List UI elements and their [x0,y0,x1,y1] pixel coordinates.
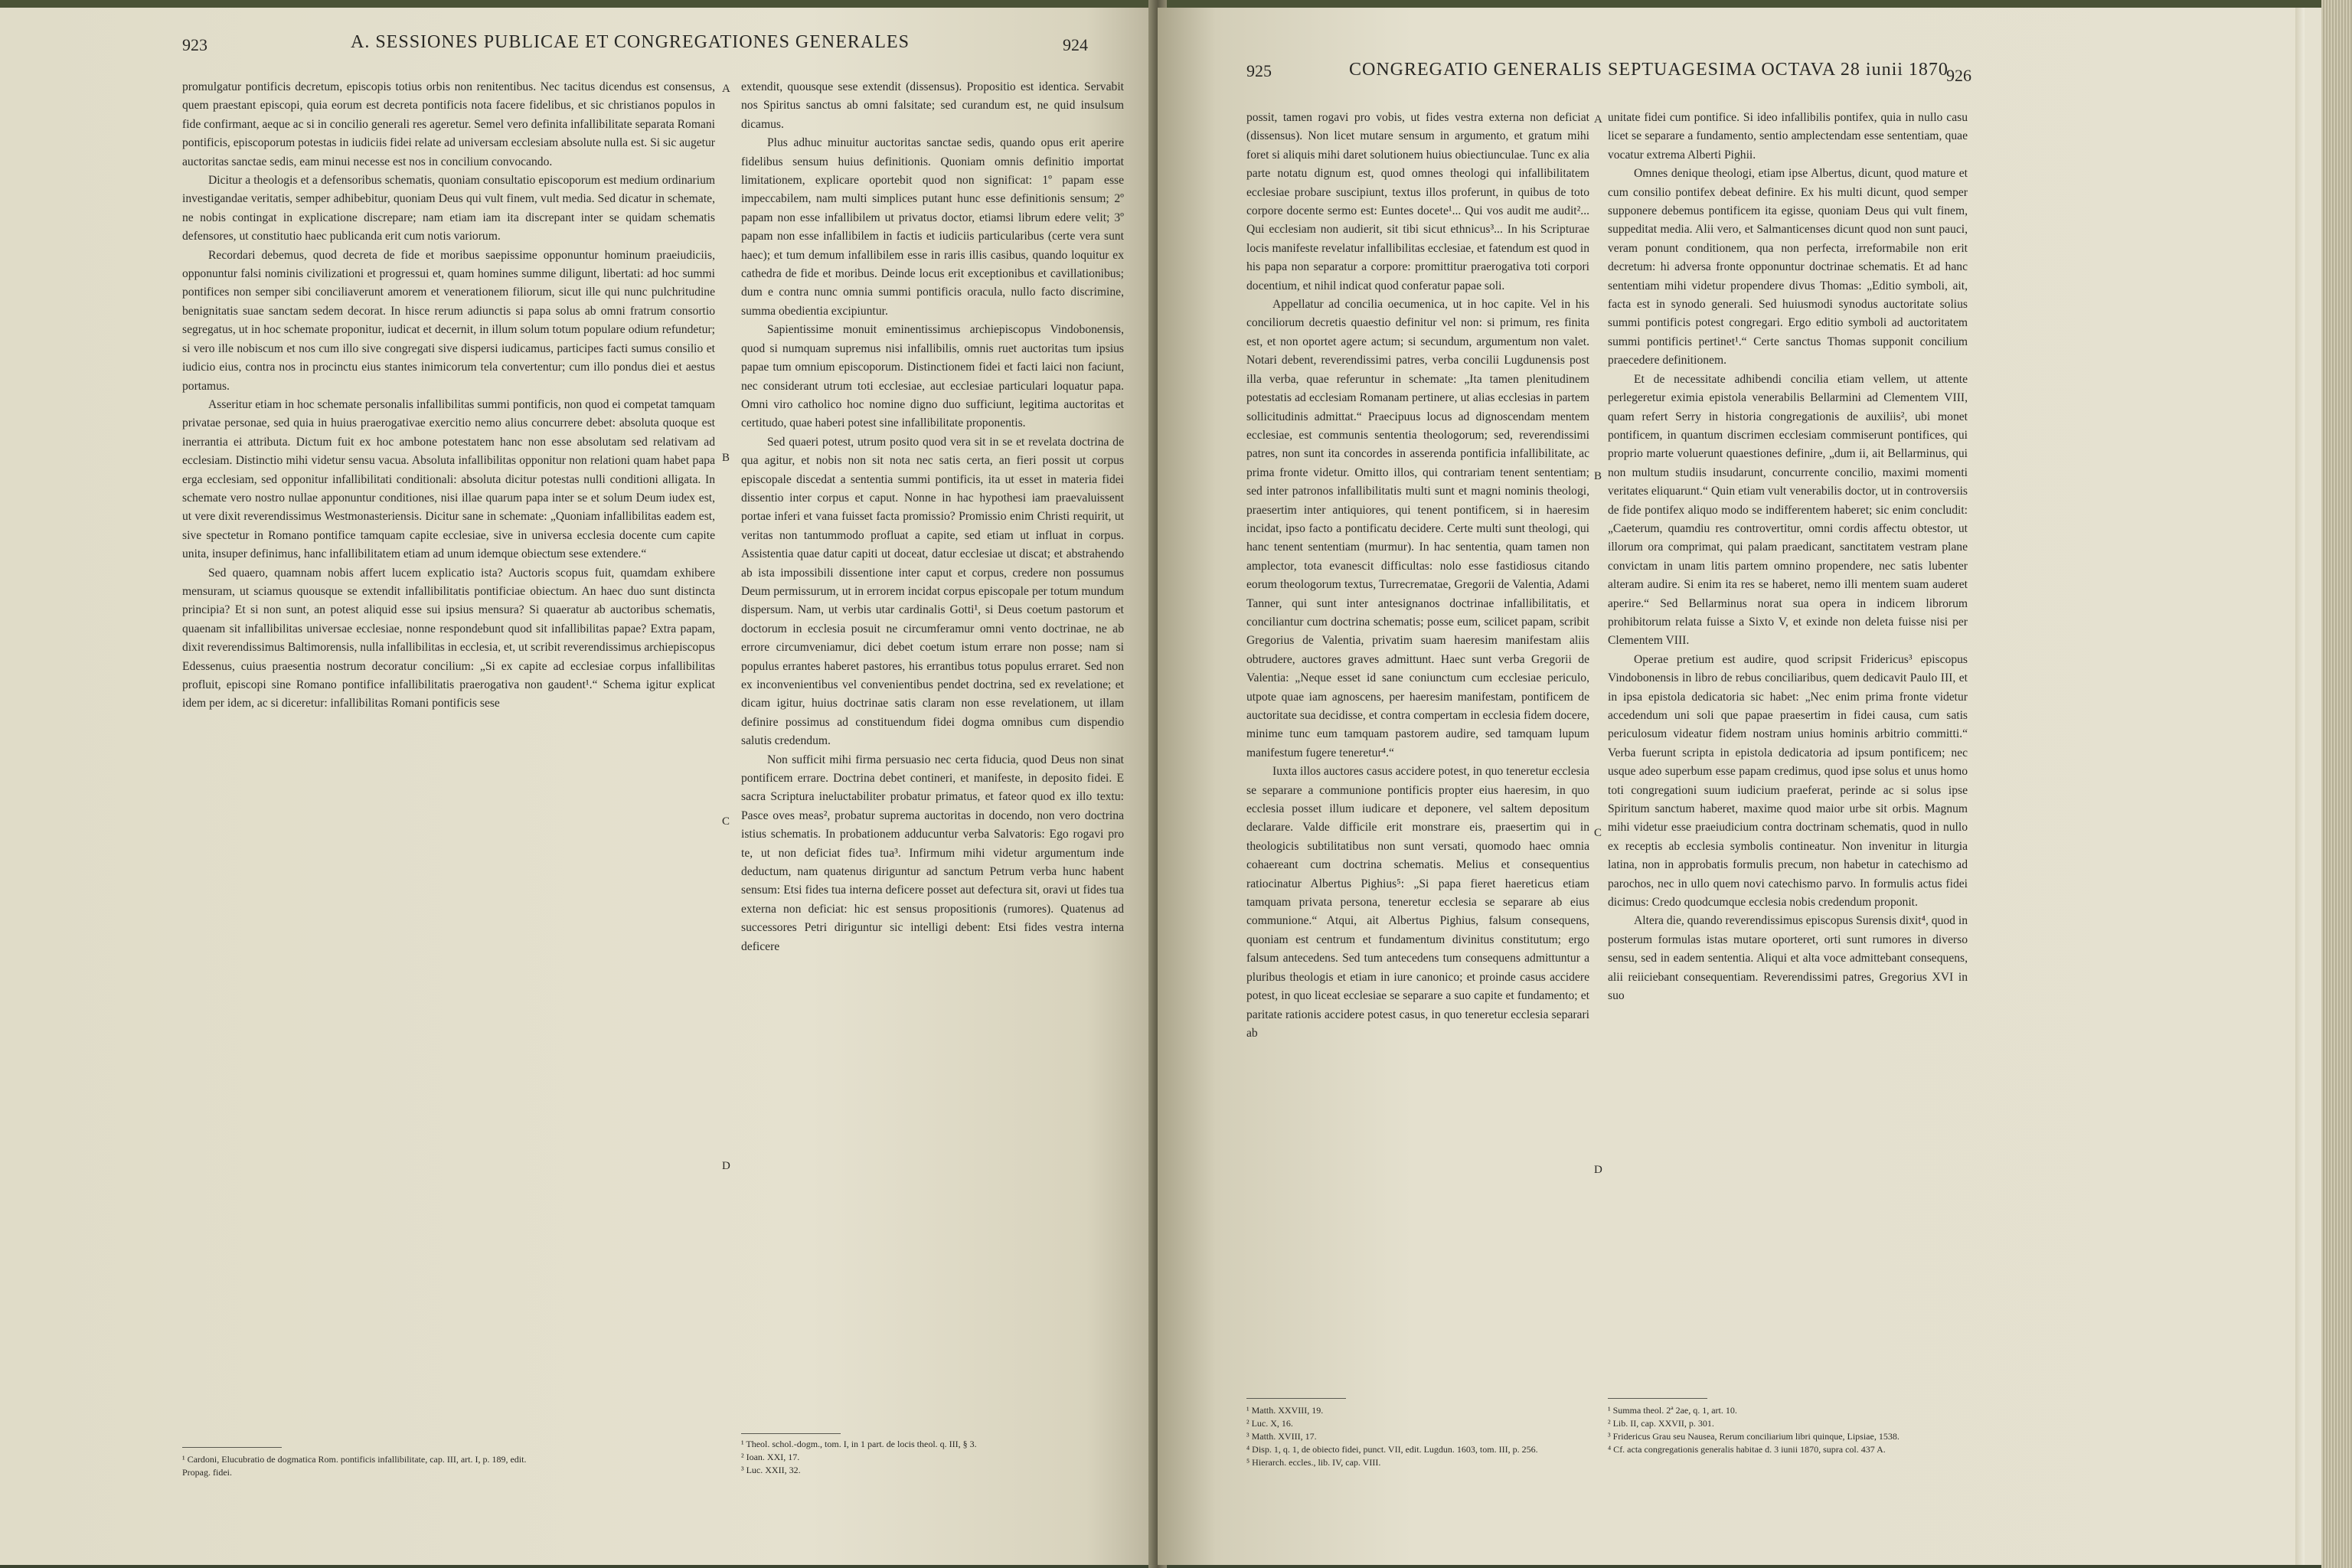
paragraph: Non sufficit mihi firma persuasio nec certa fiducia, quod Deus non sinat pontificem errare. Doctrina debet contineri, et manifeste, in deposito fidei. E sacra Scriptura ineluctabiliter probatur primatus, et fateor quod ex illo textu: Pasce oves meas², probatur suprema auctoritas in docendo, non vero doctrina istius schematis. In probationem adducuntur verba Salvatoris: Ego rogavi pro te, ut non deficiat fides tua³. Infirmum mihi videtur argumentum inde deductum, nam quatenus diriguntur ad sanctum Petrum verba hunc habent sensum: Etsi fides tua interna deficere posset aut defectura sit, oravi ut fides tua externa non deficiat: hic est sensus propositionis (rumores). Quatenus ad successores Petri diriguntur sic intelligi debent: Etsi fides vestra interna deficere [741,753,1124,953]
running-head: CONGREGATIO GENERALIS SEPTUAGESIMA OCTAVA 28 iunii 1870 [1349,60,1949,80]
column-number-right: 924 [1063,35,1088,54]
footnotes-924 [741,1438,1124,1477]
footnote: ¹ Theol. schol.-dogm., tom. I, in 1 part. de locis theol. q. III, § 3. [741,1439,977,1449]
column-number-right: 926 [1946,66,1971,85]
right-page [1158,8,2325,1565]
footnotes-925 [1246,1404,1589,1469]
footnote: ¹ Matth. XXVIII, 19. [1246,1405,1324,1416]
section-marker: B [1594,470,1602,482]
paragraph: promulgatur pontificis decretum, episcopis totius orbis non renitentibus. Nec tacitus dicendus est consensus, quem praestant episcopi, quia eorum est decreta pontificis nota facere fidelibus, et sic christianos populos in fide confirmant, aeque ac si in concilio generali res ageretur. Semel vero definita infallibilitate separata Romani pontificis, episcoporum potestas in iudiciis fidei relate ad universam ecclesiam absolute nulla est. Si sic augetur auctoritas sanctae sedis, eam minui necesse est nos in concilium convocando. [182,80,715,168]
footnote: ¹ Cardoni, Elucubratio de dogmatica Rom. pontificis infallibilitate, cap. III, art. I, p. 189, edit. Propag. fidei. [182,1454,527,1478]
footnotes-923 [182,1453,534,1479]
column-number-left: 923 [182,35,207,54]
paragraph: Appellatur ad concilia oecumenica, ut in hoc capite. Vel in his conciliorum decretis quaestio definitur vel non: si primum, res finita est, et non oportet agere actum; si secundum, argumentum non valet. Notari debent, reverendissimi patres, verba concilii Lugdunensis post illa verba, quae referuntur in schemate: „Ita tamen plenitudinem potestatis ad ecclesiam Romanam pertinere, ut alias ecclesias in partem sollicitudinis admittat.“ Praecipuus locus ad dignoscendam mentem ecclesiae, est communis sententia theologorum; sed, reverendissimi patres, non sunt ita concordes in asserenda pontificia infallibilitate, ac prima fronte videtur. Omitto illos, qui contrariam tenent sententiam; sed inter patronos infallibilitatis multi sunt et magni nominis theologi, praesertim inter antiquiores, qui tenent pontificem, si in haeresim incidat, ipso facto a pontificatu decidere. Certe multi sunt theologi, qui hanc tenent sententiam (murmur). In hac sententia, quam tamen non amplector, tota evanescit difficultas: nolo esse fastidiosus citando eorum theologorum textus, Turrecrematae, Gregorii de Valentia, Adami Tanner, qui sunt inter antesignanos doctrinae infallibilitatis, et conciliantur cum doctrina schematis; posse eum, scilicet papam, scribit Gregorius de Valentia, privatim suam haeresim manifestam aliis obtrudere, auctores graves admittunt. Haec sunt verba Gregorii de Valentia: „Neque esset id sane coniunctum cum ecclesiae periculo, utpote quae iam agnoscens, per haeresim manifestam, pontificem de auctoritate sua decidisse, et contra compertam in ecclesia fidem docere, minime tunc eum tamquam pastorem audire, sed tamquam lupum manifestum fugere teneretur⁴.“ [1246,298,1589,760]
paragraph: extendit, quousque sese extendit (dissensus). Propositio est identica. Servabit nos Spiritus sanctus ab omni falsitate; sed curandum est, ne quid insulsum dicamus. [741,80,1124,131]
footnotes-926 [1608,1404,1968,1456]
footnote: ² Ioan. XXI, 17. [741,1452,800,1462]
paragraph: possit, tamen rogavi pro vobis, ut fides vestra externa non deficiat (dissensus). Non licet mutare sensum in argumento, et gratum mihi foret si aliquis mihi daret solutionem huius obiectiunculae. Tunc ex alia parte notatu dignum est, quod omnes theologi qui infallibilitatem ecclesiae probare suscipiunt, textus illos proferunt, in quibus de toto corpore docente sermo est: Euntes docete¹... Qui vos audit me audit²... Qui ecclesiam non audierit, sit tibi sicut ethnicus³... In his Scripturae locis manifeste revelatur infallibilitas ecclesiae, et fatendum est quod in his papa non separatur a corpore: promittitur praerogativa toti corpori docentium, et nihil indicat quod conferatur papae soli. [1246,111,1589,292]
footnote: ³ Fridericus Grau seu Nausea, Rerum conciliarium libri quinque, Lipsiae, 1538. [1608,1431,1900,1442]
paragraph: Sed quaero, quamnam nobis affert lucem explicatio ista? Auctoris scopus fuit, quamdam exhibere mensuram, ut sciamus quousque se extendit infallibilitatis pontificiae obiectum. An haec duo sunt distincta principia? Et si non sunt, an potest aliquid esse sui ipsius mensura? Si quaeratur ab auctoribus schematis, quaenam sit infallibilitas universae ecclesiae, nonne respondebunt quod sit infallibilitas papae? Extra papam, dixit reverendissimus Baltimorensis, nulla infallibilitas in ecclesia, et, ut scribit reverendissimus archiepiscopus Edessenus, cuius praesentia nostrum decoratur concilium: „Si ex capite ad ecclesiae corpus infallibilitas profluit, episcopi sine Romano pontifice infallibilitatis praerogativa non gaudent¹.“ Schema igitur explicat idem per idem, ac si diceretur: infallibilitas Romani pontificis sese [182,566,715,710]
paragraph: Operae pretium est audire, quod scripsit Fridericus³ episcopus Vindobonensis in libro de rebus conciliaribus, quem dedicavit Paulo III, et in ipsa epistola dedicatoria sic habet: „Nec enim prima fronte videtur accedendum uni soli que papae praesertim in fidei causa, cum satis periculosum videatur fidem nostram unius hominis arbitrio committi.“ Verba fuerunt scripta in epistola dedicatoria ad ipsum pontificem; nec usque adeo superbum esse papam credimus, quod ipse solus et unus homo toti congregationi suum iudicium praeferat, perinde ac si solus ipse Spiritum sanctum haberet, maxime quod maior urbe sit orbis. Magnum mihi videtur esse praeiudicium contra doctrinam schematis, quod in nullo ex receptis ab ecclesia symbolis contineatur. Non invenitur in liturgia latina, non in approbatis formulis precum, non habetur in catechismo ad parochos, nec in ullo quem novi catechismo parvo. In formulis actus fidei dicimus: Credo quodcumque ecclesia nobis credendum proponit. [1608,652,1968,910]
section-marker: D [1594,1164,1602,1176]
section-marker: A [1594,113,1602,126]
fore-edge [2321,0,2352,1568]
running-head: A. SESSIONES PUBLICAE ET CONGREGATIONES GENERALES [351,32,910,52]
paragraph: Omnes denique theologi, etiam ipse Albertus, dicunt, quod mature et cum consilio pontifex debeat definire. Ex his multi dicunt, quod semper supponere debemus pontificem ita egisse, quoniam Deus qui vult finem, suppeditat media. Alii vero, et Salmanticenses dicunt quod non sunt pauci, veram ponunt conditionem, qua non perfecta, irreformabile non erit decretum: hi adversa fronte opponuntur doctrinae schematis. Et ad hanc sententiam mihi videtur propendere divus Thomas: „Editio symboli, ait, facta est in synodo generali. Sed huiusmodi synodus auctoritate solius summi pontificis potest congregari. Ergo editio symboli ad auctoritatem summi pontificis pertinet¹.“ Certe sanctus Thomas supponit concilium praecedere definitionem. [1608,167,1968,368]
column-number-left: 925 [1246,61,1272,80]
footnote-rule [182,1447,282,1448]
paragraph: Recordari debemus, quod decreta de fide et moribus saepissime opponuntur hominum praeiudiciis, opponuntur falsi nominis civilizationi et progressui et, quam homines summe diligunt, libertati: ad hoc summi pontifices non semper sibi conciliaverunt amorem et venerationem filiorum, sicut ille qui nunc pulchritudine benignitatis suae sanctam sedem decorat. In hisce rerum adiunctis si papa solus ab omni fratrum consortio segregatus, ut in hoc schemate proponitur, iudicat et decernit, in illum solum totum populare odium refundetur; si vero ille nobiscum et nos cum illo sive congregati sive dispersi iudicamus, participes facti sumus consilio et iudicio eius, contra nos in procinctu eius stantes inimicorum tela convertentur; cum illo pondus diei et aestus portamus. [182,248,715,393]
footnote: ¹ Summa theol. 2ª 2ae, q. 1, art. 10. [1608,1405,1737,1416]
paragraph: Et de necessitate adhibendi concilia etiam vellem, ut attente perlegeretur eximia epistola venerabilis Bellarmini ad Clementem VIII, quam refert Serry in historia congregationis de auxiliis², ubi monet pontificem, in quantum discrimen ecclesiam commiserunt pontifices, qui proprio marte voluerunt quaestiones definire, „dum ii, ait Bellarminus, qui non multum studiis insudarunt, concurrente concilio, maximi momenti veritates eliquarunt.“ Quin etiam vult venerabilis doctor, ut in controversiis de fide pontifex aliquo modo se indifferentem haberet; sic enim concludit: „Caeterum, quamdiu res controvertitur, omni cordis affectu obtestor, ut illorum ora comprimat, qui palam praedicant, sanctitatem vestram plane convictam in unam litis partem omnino propendere, nec satis lubenter alteram audire. Si enim ita res se haberet, nemo illi mentem suam auderet aperire.“ Sed Bellarminus norat sua opera in indicem librorum prohibitorum relata fuisse a Sixto V, et exinde non deleta fuisse nisi per Clementem VIII. [1608,372,1968,648]
footnote: ⁴ Disp. 1, q. 1, de obiecto fidei, punct. VII, edit. Lugdun. 1603, tom. III, p. 256. [1246,1444,1538,1455]
text-column-924 [741,78,1124,956]
footnote-rule [1608,1398,1707,1399]
text-column-925 [1246,109,1589,1043]
page-edge [2295,8,2305,1565]
text-column-926 [1608,109,1968,1006]
footnote: ² Lib. II, cap. XXVII, p. 301. [1608,1418,1714,1429]
footnote: ² Luc. X, 16. [1246,1418,1293,1429]
section-marker: B [722,452,730,464]
paragraph: Plus adhuc minuitur auctoritas sanctae sedis, quando opus erit aperire fidelibus sensum huius definitionis. Quoniam omnis definitio importat limitationem, explicare oportebit quod non significat: 1º papam esse impeccabilem, nam multi simplices putant hunc esse definitionis sensum; 2º papam non esse infallibilem ut privatus doctor, etiamsi librum edere velit; 3º papam non esse infallibilem in factis et iudiciis particularibus (certe vera sunt haec); et tum demum infallibilem esse in raris illis casibus, quando loquitur ex cathedra de fide et moribus. Deinde locus erit exceptionibus et cavillationibus; dum e contra nunc omnia summi pontificis oracula, nullo facto discrimine, summa obedientia excipiuntur. [741,136,1124,318]
section-marker: C [1594,827,1602,839]
footnote: ³ Luc. XXII, 32. [741,1465,801,1475]
paragraph: Asseritur etiam in hoc schemate personalis infallibilitas summi pontificis, non quod ei competat tamquam privatae personae, sed quia in huius praerogativae exercitio nemo alius concurrere debet: absoluta quoque est inerrantia ei attributa. Dictum fuit ex hoc ambone potestatem hanc non esse absolutam sed relativam ad ecclesiam. Distinctio mihi videtur sensu vacua. Absoluta infallibilitas opponitur non relationi quam habet papa erga ecclesiam, sed opponitur infallibilitati conditionali: absoluta dicitur potestas nulli conditioni alligata. In schemate vero nostro nullae apponuntur conditiones, nisi illae quarum papa inter se et solum Deum iudex est, ut vere dixit reverendissimus Westmonasteriensis. Dicitur sane in schemate: „Quoniam infallibilitas eadem est, sive spectetur in Romano pontifice tamquam capite ecclesiae, sive in universa ecclesia docente cum capite unita, insuper definimus, hanc infallibilitatem etiam ad unum idemque obiectum sese extendere.“ [182,397,715,561]
paragraph: Sed quaeri potest, utrum posito quod vera sit in se et revelata doctrina de qua agitur, et nobis non sit nota nec satis certa, an fieri possit ut corpus episcopale discedat a sententia summi pontificis, ita ut esset in materia fidei dissentio inter corpus et caput. Nonne in hac hypothesi iam praevaluissent portae inferi et vana fuisset facta promissio? Promissio enim Christi requirit, ut veritas non tantummodo profluat a capite, sed etiam ut influat in corpus. Assistentia quae datur capiti ut doceat, datur ecclesiae ut discat; et abstrahendo ab ista impossibili dissentione inter caput et corpus, credere non possumus Deum permissurum, ut in errorem incidat corpus episcopale per totum mundum dispersum. Nam, ut verbis utar cardinalis Gotti¹, si Deus coetum pastorum et doctorum in ecclesia posuit ne circumferamur omni vento doctrinae, ne ab errore circumveniamur, dici debet coetum istum errare non posse; nam si populus errantes haberet pastores, his errantibus totus populus erraret. Sed non ex inconvenientibus vel convenientibus pendet doctrina, sed ex revelatione; et dicam igitur, huius doctrinae satis claram non esse revelationem, ut illam definire possimus ad constituendum fidei dogma omnibus cum dispendio salutis credendum. [741,435,1124,748]
left-page [0,8,1156,1565]
paragraph: Dicitur a theologis et a defensoribus schematis, quoniam consultatio episcoporum est medium ordinarium investigandae veritatis, semper adhibebitur, quoniam Deus qui vult finem, vult media. Sed dicatur in schemate, ne nobis contingat in explicatione discrepare; nam etiam iam ita discrepant inter se quidam schematis defensores, ut constitutio haec publicanda erit cum notis variorum. [182,174,715,243]
paragraph: Sapientissime monuit eminentissimus archiepiscopus Vindobonensis, quod si numquam supremus nisi infallibilis, omnis ruet auctoritas tum ipsius papae tum omnium episcoporum. Distinctionem fidei et facti laici non faciunt, nec considerant utrum toti ecclesiae, aut ecclesiae particulari loquatur papa. Omni viro catholico hoc nomine digno duo sufficiunt, legitima auctoritas et certitudo, quae haberi potest sine infallibilitate proponentis. [741,323,1124,430]
text-column-923 [182,78,715,714]
section-marker: C [722,815,730,828]
paragraph: Altera die, quando reverendissimus episcopus Surensis dixit⁴, quod in posterum formulas istas mutare oporteret, orti sunt rumores in diverso sensu, sed in eadem sententia. Aliqui et alta voce admittebant consequens, alii reiiciebant consequentiam. Reverendissimi patres, Gregorius XVI in suo [1608,914,1968,1003]
footnote-rule [741,1433,841,1434]
section-marker: A [722,83,730,95]
footnote: ⁴ Cf. acta congregationis generalis habitae d. 3 iunii 1870, supra col. 437 A. [1608,1444,1886,1455]
section-marker: D [722,1160,730,1172]
paragraph: Iuxta illos auctores casus accidere potest, in quo teneretur ecclesia se separare a communione pontificis propter eius haeresim, in quo ecclesia posset illum iudicare et deponere, vel saltem depositum declarare. Valde difficile erit monstrare eis, praesertim qui in theologicis subtilitatibus non sunt versati, quomodo haec omnia cohaereant cum doctrina schematis. Melius et consequentius ratiocinatur Albertus Pighius⁵: „Si papa fieret haereticus etiam tamquam privata persona, teneretur ecclesia se separare ab eius communione.“ Atqui, ait Albertus Pighius, falsum consequens, quoniam est centrum et fundamentum divinitus constitutum; ergo falsum antecedens. Sed tum antecedens tum consequens admittuntur a pluribus theologis et etiam in iure canonico; et proinde casus accidere potest, in quo liceat ecclesiae se separare a suo capite et fundamento; et paritate rationis accidere potest casus, in quo teneretur ecclesia separari ab [1246,765,1589,1040]
footnote: ⁵ Hierarch. eccles., lib. IV, cap. VIII. [1246,1457,1381,1468]
footnote-rule [1246,1398,1346,1399]
paragraph: unitate fidei cum pontifice. Si ideo infallibilis pontifex, quia in nullo casu licet se separare a fundamento, sentio amplectendam esse sententiam, quae vocatur extrema Alberti Pighii. [1608,111,1968,162]
footnote: ³ Matth. XVIII, 17. [1246,1431,1317,1442]
